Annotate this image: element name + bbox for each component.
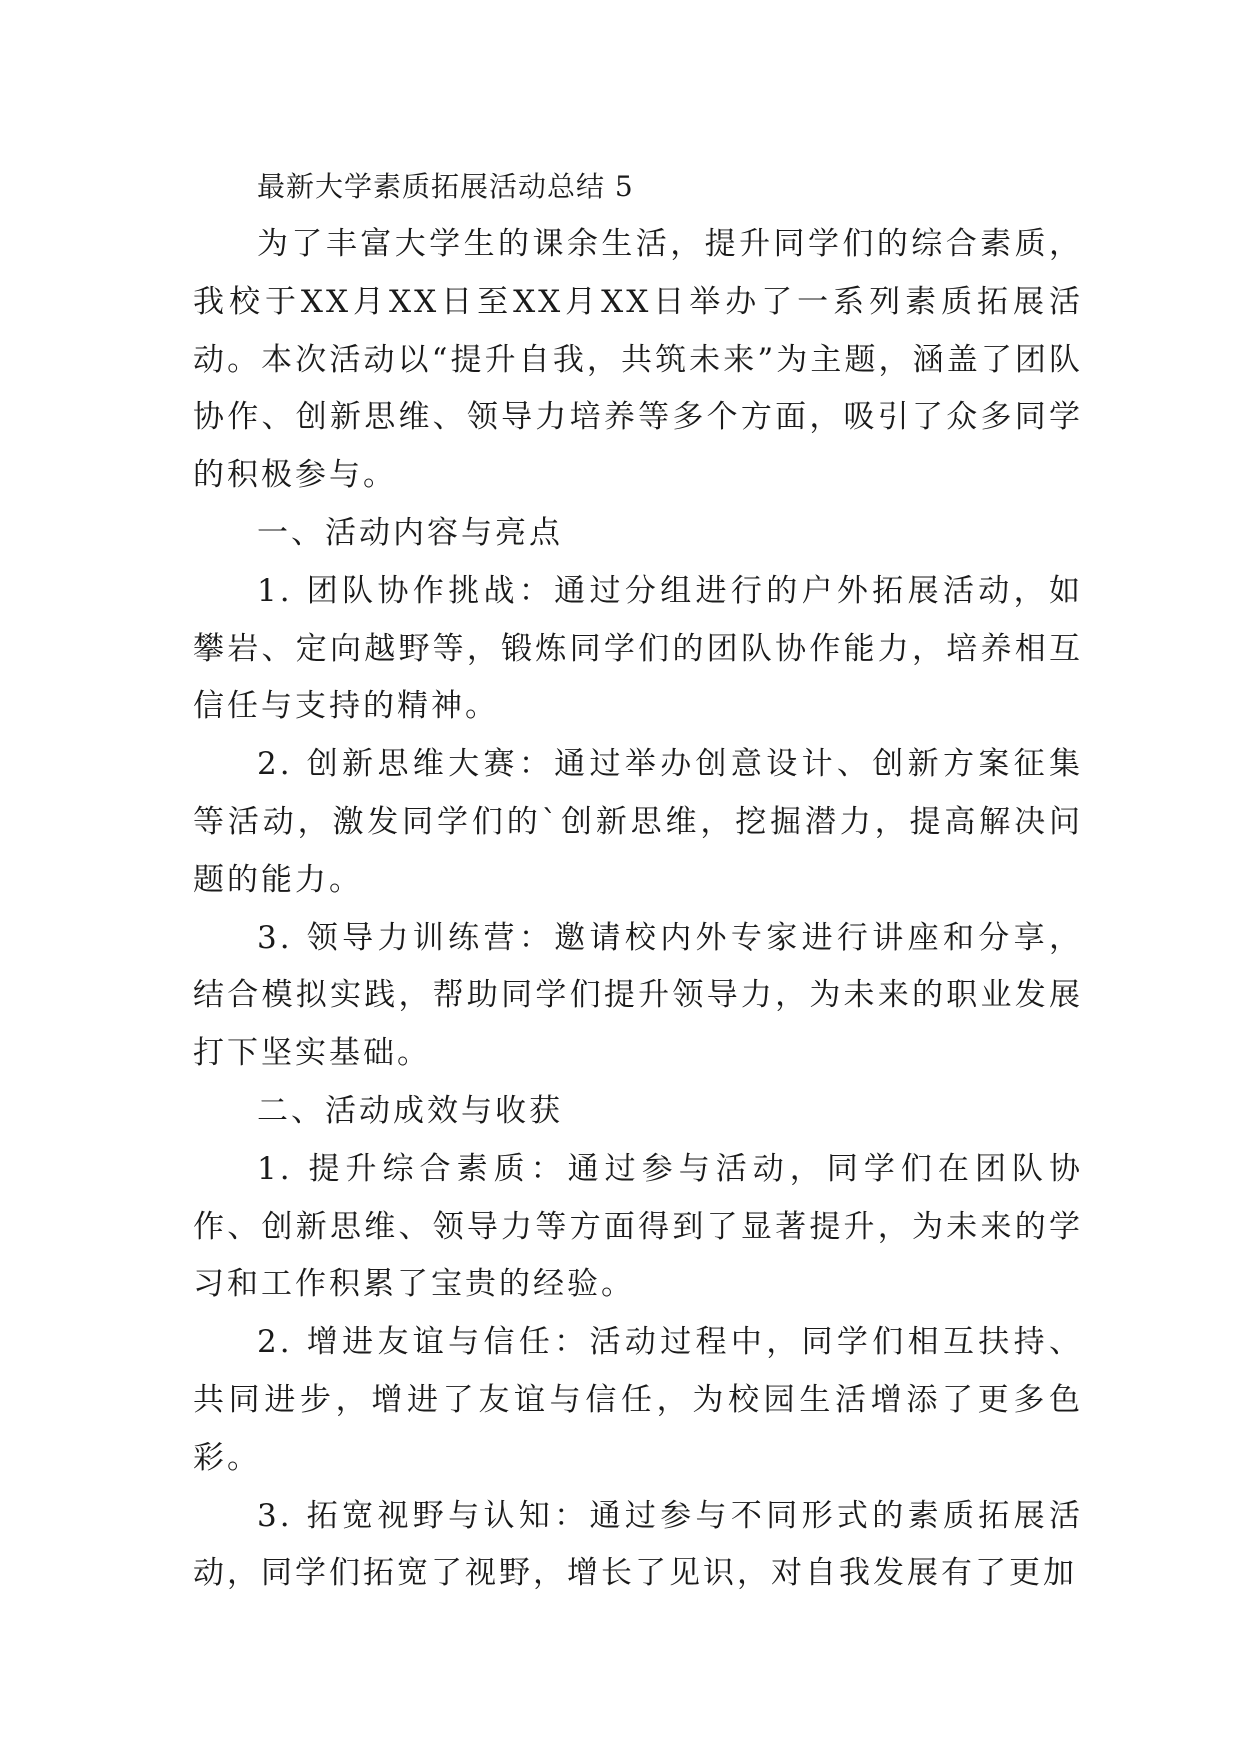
document-body [193, 158, 1083, 1603]
section-heading-2: 二、活动成效与收获 [257, 1092, 563, 1129]
section2-item-2: 2. 增进友谊与信任：活动过程中，同学们相互扶持、共同进步，增进了友谊与信任，为校园生活增添了更多色彩。 [193, 1324, 1083, 1476]
section2-item-1: 1. 提升综合素质：通过参与活动，同学们在团队协作、创新思维、领导力等方面得到了显著提升，为未来的学习和工作积累了宝贵的经验。 [193, 1150, 1083, 1303]
section1-item-1: 1. 团队协作挑战：通过分组进行的户外拓展活动，如攀岩、定向越野等，锻炼同学们的团队协作能力，培养相互信任与支持的精神。 [193, 572, 1083, 725]
section1-item-2: 2. 创新思维大赛：通过举办创意设计、创新方案征集等活动，激发同学们的`创新思维，挖掘潜力，提高解决问题的能力。 [193, 746, 1083, 898]
section-heading-1: 一、活动内容与亮点 [257, 514, 563, 551]
section2-item-3: 3. 拓宽视野与认知：通过参与不同形式的素质拓展活动，同学们拓宽了视野，增长了见识，对自我发展有了更加 [193, 1497, 1083, 1592]
intro-paragraph: 为了丰富大学生的课余生活，提升同学们的综合素质，我校于XX月XX日至XX月XX日举办了一系列素质拓展活动。本次活动以“提升自我，共筑未来”为主题，涵盖了团队协作、创新思维、领导力培养等多个方面，吸引了众多同学的积极参与。 [193, 226, 1083, 494]
document-title: 最新大学素质拓展活动总结 5 [257, 170, 634, 203]
section1-item-3: 3. 领导力训练营：邀请校内外专家进行讲座和分享，结合模拟实践，帮助同学们提升领导力，为未来的职业发展打下坚实基础。 [193, 919, 1083, 1072]
